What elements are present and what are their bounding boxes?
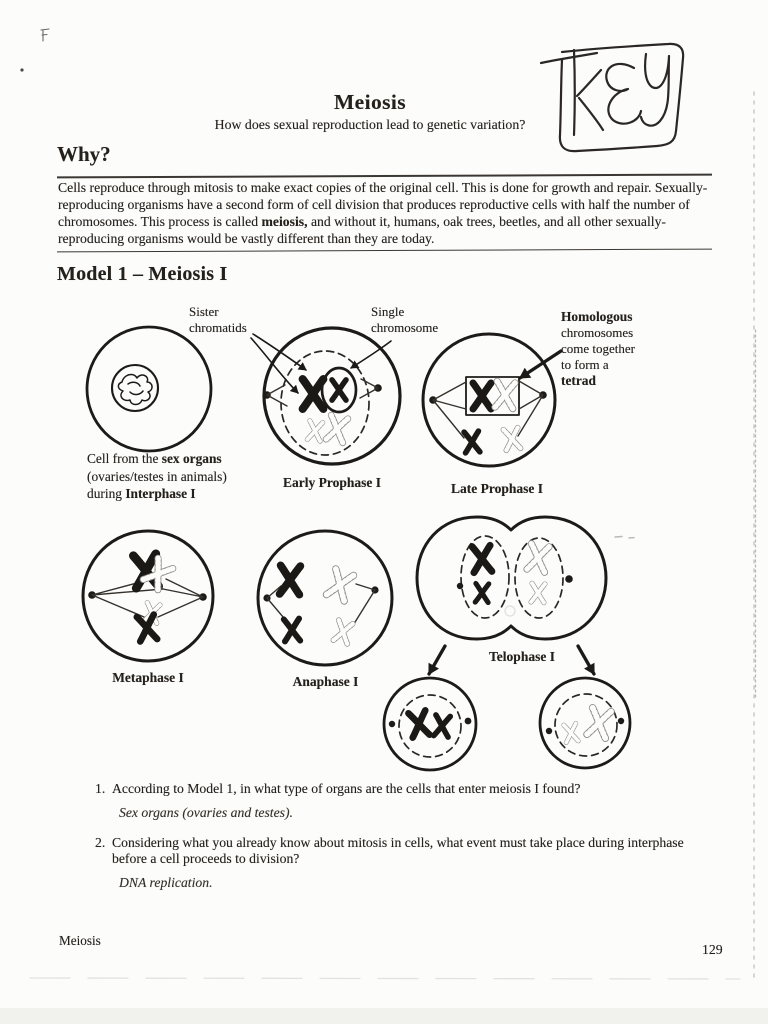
question-2-text: Considering what you already know about mitosis in cells, what event must take place during interphase before a cell proceeds to division? — [112, 834, 684, 867]
question-1-answer: Sex organs (ovaries and testes). — [119, 804, 293, 820]
callout-homologous-tetrad: Homologous chromosomes come together to form a tetrad — [561, 309, 635, 388]
why-paragraph-bold-meiosis: meiosis, — [261, 213, 308, 229]
daughter-cell-right-drawing — [540, 678, 630, 768]
caption-interphase: Cell from the sex organs (ovaries/testes in animals) during Interphase I — [87, 451, 227, 502]
metaphase-cell-drawing — [83, 531, 213, 661]
early-prophase-cell-drawing — [263, 328, 400, 464]
label-early-prophase-1: Early Prophase I — [282, 475, 381, 490]
interphase-cell-drawing — [87, 327, 211, 451]
question-1 — [95, 781, 695, 798]
section-rule-top — [57, 174, 712, 179]
section-rule-bottom — [57, 249, 712, 253]
page-number: 129 — [702, 942, 723, 957]
label-telophase-1: Telophase I — [489, 649, 555, 664]
why-paragraph-post: and without it, humans, oak trees, beetles, and all other sexually-reproducing organisms would be vastly different than they are today. — [58, 213, 666, 246]
label-late-prophase-1: Late Prophase I — [450, 481, 543, 496]
page-title: Meiosis — [333, 90, 407, 114]
callout-single-chromosome: Single chromosome — [371, 304, 439, 335]
single-chromosome-arrow — [351, 341, 391, 368]
sister-chromatids-arrow-2 — [251, 338, 298, 393]
question-2-answer: DNA replication. — [119, 875, 213, 891]
key-cross-stroke — [541, 53, 597, 63]
anaphase-cell-drawing — [258, 531, 392, 665]
why-heading: Why? — [57, 142, 111, 166]
label-metaphase-1: Metaphase I — [112, 670, 184, 685]
model-1-heading: Model 1 – Meiosis I — [57, 263, 228, 285]
tetrad-box — [466, 377, 519, 415]
footer-title: Meiosis — [59, 933, 101, 948]
page-subtitle: How does sexual reproduction lead to genetic variation? — [214, 117, 526, 132]
question-1-number: 1. — [95, 781, 106, 796]
label-anaphase-1: Anaphase I — [292, 674, 359, 689]
question-2 — [95, 835, 695, 869]
telophase-arrow-left — [429, 646, 445, 674]
tetrad-arrow — [520, 351, 561, 378]
callout-sister-chromatids: Sister chromatids — [189, 304, 247, 335]
questions-section — [95, 781, 695, 892]
why-paragraph — [58, 180, 714, 248]
question-2-number: 2. — [95, 834, 106, 850]
question-1-text: According to Model 1, in what type of organs are the cells that enter meiosis I found? — [112, 781, 581, 796]
sister-chromatids-arrow-1 — [253, 334, 306, 370]
single-chromosome-circle — [322, 368, 356, 412]
why-paragraph-pre: Cells reproduce through mitosis to make exact copies of the original cell. This is done for growth and repair. Sexually-reproducing organisms have a second form of cell division that produces reproductive cells with half the number of chromosomes. This process is called — [58, 180, 708, 229]
late-prophase-cell-drawing — [423, 334, 555, 466]
daughter-cell-left-drawing — [384, 678, 476, 770]
chromatin-squiggle — [118, 375, 152, 405]
